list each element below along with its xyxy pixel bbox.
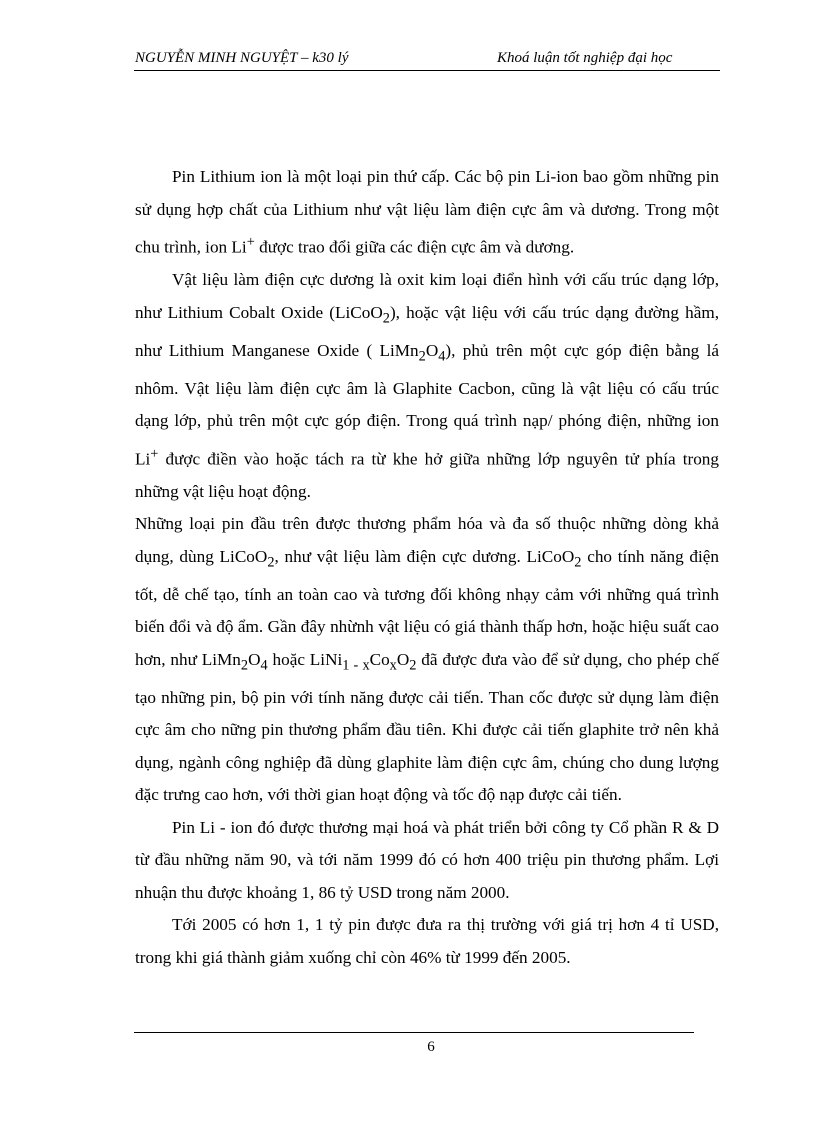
header-document-title: Khoá luận tốt nghiệp đại học (497, 50, 673, 66)
page-number: 6 (427, 1039, 435, 1055)
paragraph-2: Vật liệu làm điện cực dương là oxit kim loại điển hình với cấu trúc dạng lớp, như Lithium Cobalt Oxide (LiCoO$_2$), hoặc vật liệu với cấu trúc dạng đường hầm, như Lithium Manganese Oxide ( $LiMn_2O_4$), phủ trên một cực góp điện bằng lá nhôm. Vật liệu làm điện cực âm là Glaphite Cacbon, cũng là vật liệu có cấu trúc dạng lớp, phủ trên một cực góp điện. Trong quá trình nạp/ phóng điện, những ion Li+ được điền vào hoặc tách ra từ khe hở giữa những lớp nguyên tử phía trong những vật liệu hoạt động. (135, 270, 720, 501)
footer-rule (134, 1032, 694, 1033)
header-author: NGUYỄN MINH NGUYỆT – k30 lý (135, 50, 349, 66)
paragraph-4: Pin Li - ion đó được thương mại hoá và phát triển bởi công ty Cổ phần R & D từ đầu những năm 90, và tới năm 1999 đó có hơn 400 triệu pin thương phẩm. Lợi nhuận thu được khoảng 1, 86 tỷ USD trong năm 2000. (135, 817, 719, 902)
header-rule (134, 70, 720, 71)
body-text (135, 161, 719, 974)
paragraph-5: Tới 2005 có hơn 1, 1 tỷ pin được đưa ra thị trường với giá trị hơn 4 tỉ USD, trong khi giá thành giảm xuống chỉ còn 46% từ 1999 đến 2005. (135, 915, 719, 967)
paragraph-1: Pin Lithium ion là một loại pin thứ cấp. Các bộ pin Li-ion bao gồm những pin sử dụng hợp chất của Lithium như vật liệu làm điện cực âm và dương. Trong một chu trình, ion Li+ được trao đổi giữa các điện cực âm và dương. (135, 167, 719, 257)
paragraph-3: Những loại pin đầu trên được thương phẩm hóa và đa số thuộc những dòng khả dụng, dùng LiCoO$_2$, như vật liệu làm điện cực dương. LiCoO$_2$ cho tính năng điện tốt, dễ chế tạo, tính an toàn cao và tương đối không nhạy cảm với những quá trình biến đổi và độ ẩm. Gần đây nhừnh vật liệu có giá thành thấp hơn, hoặc hiệu suất cao hơn, như $LiMn_2O_4$ hoặc $LiNi_{1 - x}Co_xO_2$ đã được đưa vào để sử dụng, cho phép chế tạo những pin, bộ pin với tính năng được cải tiến. Than cốc được sử dụng làm điện cực âm cho nững pin thương phẩm đầu tiên. Khi được cải tiến glaphite trở nên khả dụng, ngành công nghiệp đã dùng glaphite làm điện cực âm, chúng cho dung lượng đặc trưng cao hơn, với thời gian hoạt động và tốc độ nạp được cải tiến. (135, 514, 720, 805)
